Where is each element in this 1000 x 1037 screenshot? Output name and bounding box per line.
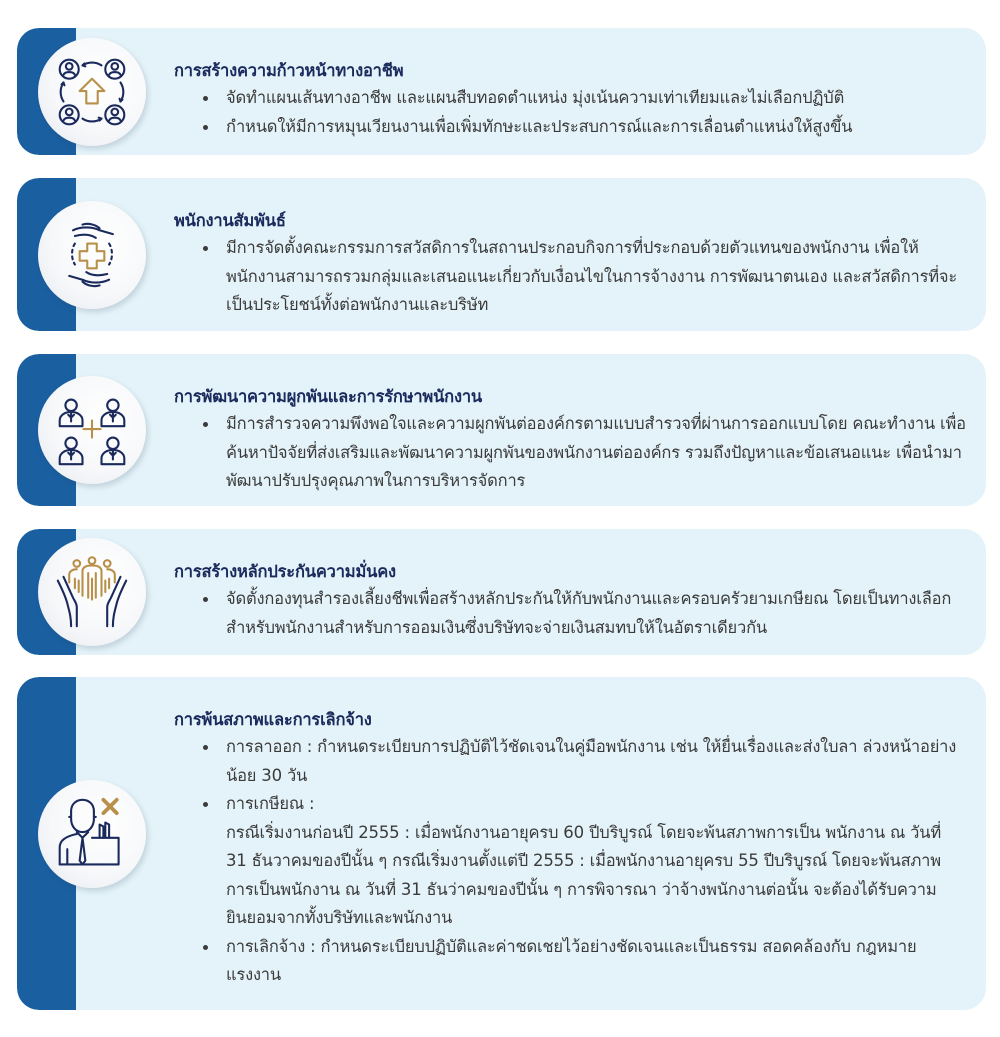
employee-group-plus-icon	[54, 392, 130, 468]
bullet-item-dismissal: การเลิกจ้าง : กำหนดระเบียบปฏิบัติและค่าชดเชยไว้อย่างชัดเจนและเป็นธรรม สอดคล้องกับ กฎหมายแรงงาน	[201, 933, 966, 990]
bullet-list	[174, 410, 966, 496]
section-title: การพ้นสภาพและการเลิกจ้าง	[174, 710, 372, 729]
section-card-career-advancement	[17, 28, 986, 155]
section-title: พนักงานสัมพันธ์	[174, 211, 286, 230]
section-title: การสร้างความก้าวหน้าทางอาชีพ	[174, 61, 404, 80]
section-card-engagement-retention	[17, 354, 986, 506]
bullet-list	[174, 585, 966, 642]
career-advancement-icon	[54, 54, 130, 130]
bullet-item: จัดตั้งกองทุนสำรองเลี้ยงชีพเพื่อสร้างหลักประกันให้กับพนักงานและครอบครัวยามเกษียณ โดยเป็นทางเลือกสำหรับพนักงานสำหรับการออมเงินซึ่งบริษัทจะจ่ายเงินสมทบให้ในอัตราเดียวกัน	[201, 585, 966, 642]
icon-badge	[38, 201, 146, 309]
icon-badge	[38, 538, 146, 646]
bullet-item: มีการจัดตั้งคณะกรรมการสวัสดิการในสถานประกอบกิจการที่ประกอบด้วยตัวแทนของพนักงาน เพื่อให้พนักงานสามารถรวมกลุ่มและเสนอแนะเกี่ยวกับเงื่อนไขในการจ้างงาน การพัฒนาตนเอง และสวัสดิการที่จะเป็นประโยชน์ทั้งต่อพนักงานและบริษัท	[201, 234, 966, 320]
section-card-employee-relations	[17, 178, 986, 331]
section-card-termination	[17, 677, 986, 1010]
bullet-item-resignation: การลาออก : กำหนดระเบียบการปฏิบัติไว้ชัดเจนในคู่มือพนักงาน เช่น ให้ยื่นเรื่องและส่งใบลา ล่วงหน้าอย่างน้อย 30 วัน	[201, 733, 966, 790]
employee-dismissal-box-icon	[54, 796, 130, 872]
retirement-detail: กรณีเริ่มงานก่อนปี 2555 : เมื่อพนักงานอายุครบ 60 ปีบริบูรณ์ โดยจะพ้นสภาพการเป็น พนักงาน ณ วันที่ 31 ธันวาคมของปีนั้น ๆ กรณีเริ่มงานตั้งแต่ปี 2555 : เมื่อพนักงานอายุครบ 55 ปีบริบูรณ์ โดยจะพ้นสภาพการเป็นพนักงาน ณ วันที่ 31 ธันว่าคมของปีนั้น ๆ การพิจารณา ว่าจ้างพนักงานต่อนั้น จะต้องได้รับความยินยอมจากทั้งบริษัทและพนักงาน	[226, 822, 941, 927]
bullet-item: กำหนดให้มีการหมุนเวียนงานเพื่อเพิ่มทักษะและประสบการณ์และการเลื่อนตำแหน่งให้สูงขึ้น	[201, 113, 966, 142]
icon-badge	[38, 38, 146, 146]
hands-holding-people-icon	[54, 554, 130, 630]
bullet-item-retirement	[201, 790, 966, 933]
retirement-label: การเกษียณ :	[226, 794, 315, 813]
bullet-item: จัดทำแผนเส้นทางอาชีพ และแผนสืบทอดตำแหน่ง มุ่งเน้นความเท่าเทียมและไม่เลือกปฏิบัติ	[201, 84, 966, 113]
icon-badge	[38, 780, 146, 888]
section-title: การสร้างหลักประกันความมั่นคง	[174, 562, 396, 581]
bullet-list	[174, 84, 966, 141]
bullet-item: มีการสำรวจความพึงพอใจและความผูกพันต่อองค์กรตามแบบสำรวจที่ผ่านการออกแบบโดย คณะทำงาน เพื่อค้นหาปัจจัยที่ส่งเสริมและพัฒนาความผูกพันของพนักงานต่อองค์กร รวมถึงปัญหาและข้อเสนอแนะ เพื่อนำมาพัฒนาปรับปรุงคุณภาพในการบริหารจัดการ	[201, 410, 966, 496]
section-card-security-assurance	[17, 529, 986, 655]
hands-care-cross-icon	[54, 217, 130, 293]
section-title: การพัฒนาความผูกพันและการรักษาพนักงาน	[174, 387, 482, 406]
bullet-list	[174, 234, 966, 320]
bullet-list	[174, 733, 966, 990]
icon-badge	[38, 376, 146, 484]
